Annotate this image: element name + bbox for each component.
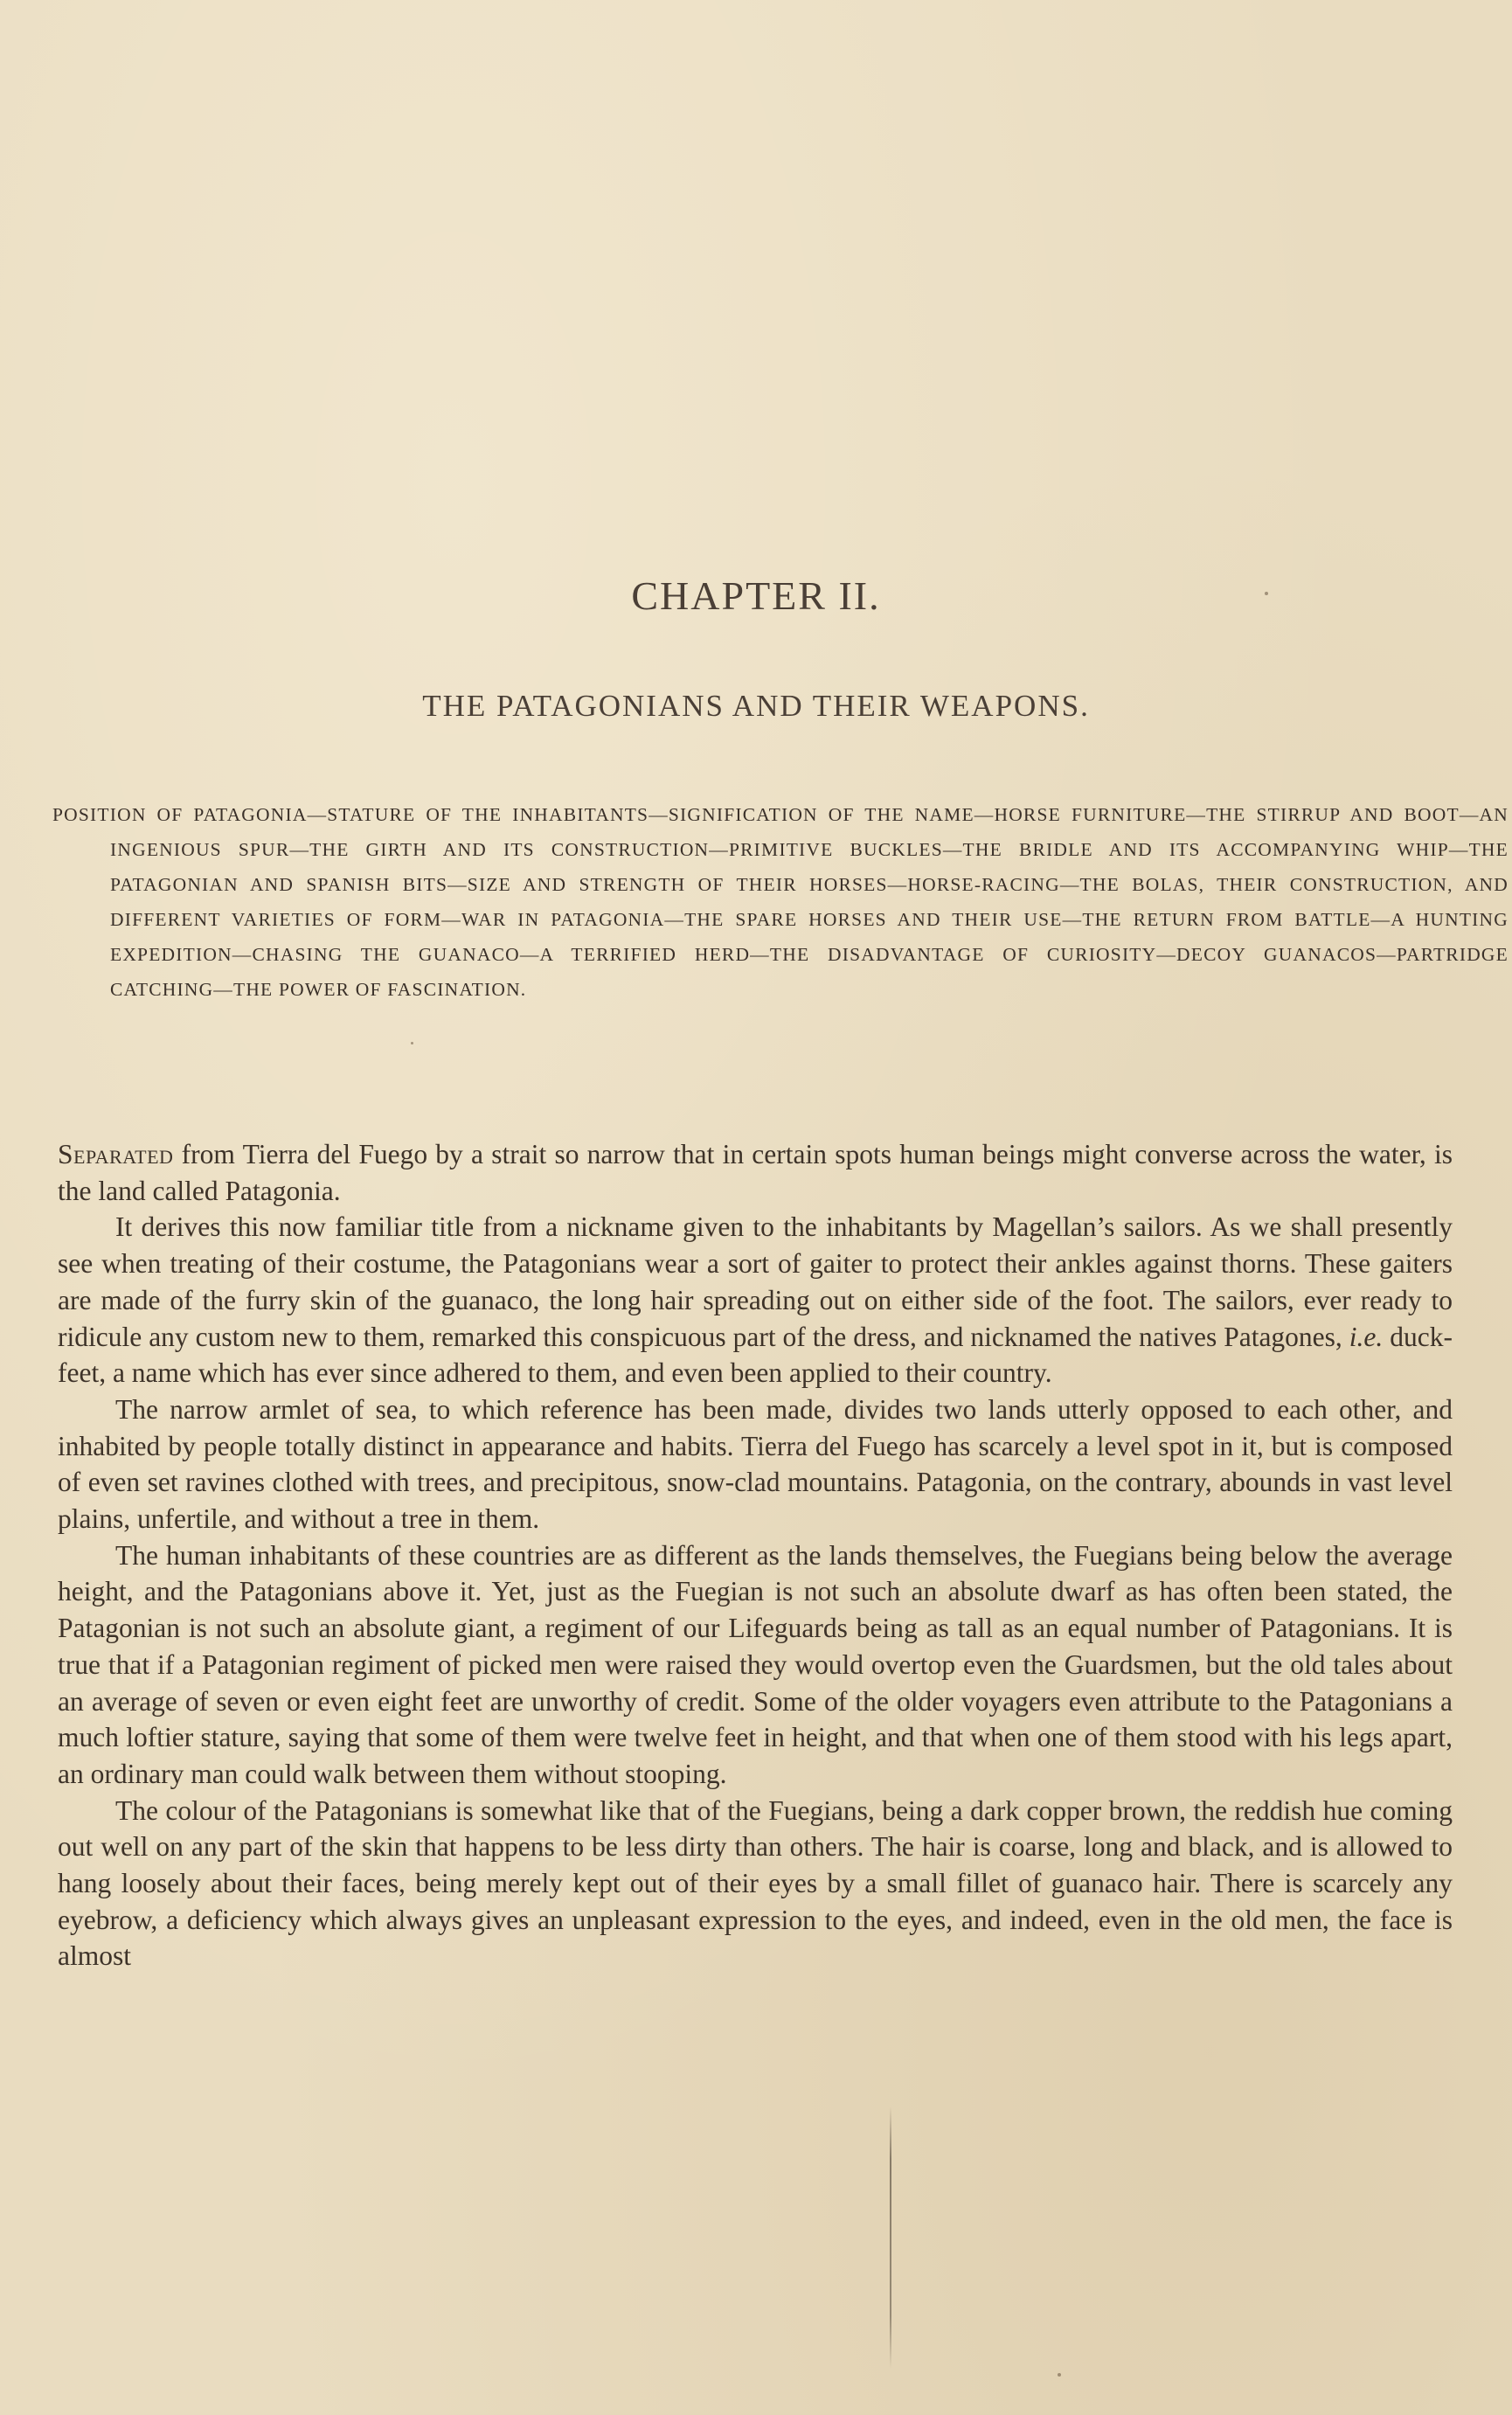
paragraph-2-text-a: It derives this now familiar title from a nickname given to the inhabitants by Magellan’s sailors. As we shall presently see when treating of their costume, the Patagonians wear a sort of gaiter to protect their ankles against thorns. These gaiters are made of the furry skin of the guanaco, the long hair spreading out on either side of the foot. The sailors, ever ready to ridicule any custom new to them, remarked this conspicuous part of the dress, and nicknamed the natives Patagones,: [58, 1211, 1453, 1352]
chapter-title: CHAPTER II.: [631, 573, 881, 618]
body-text: [58, 1136, 1453, 1974]
page-crease: [890, 2106, 891, 2369]
paragraph-2-text-b: duck-feet, a name which has ever since adhered to them, and even been applied to their country.: [58, 1321, 1453, 1389]
paragraph-lead: Separated: [58, 1139, 174, 1169]
paragraph-3: The narrow armlet of sea, to which reference has been made, divides two lands utterly opposed to each other, and inhabited by people totally distinct in appearance and habits. Tierra del Fuego has scarcely a level spot in it, but is composed of even set ravines clothed with trees, and precipitous, snow-clad mountains. Patagonia, on the contrary, abounds in vast level plains, unfertile, and without a tree in them.: [58, 1393, 1453, 1535]
paragraph-1: [58, 1136, 1453, 1209]
chapter-subtitle: THE PATAGONIANS AND THEIR WEAPONS.: [422, 689, 1090, 723]
paper-speck: [1265, 592, 1268, 595]
paper-speck: [411, 1042, 413, 1044]
paper-speck: [1058, 2373, 1061, 2377]
chapter-summary: POSITION OF PATAGONIA—STATURE OF THE INHABITANTS—SIGNIFICATION OF THE NAME—HORSE FURNITURE—THE STIRRUP AND BOOT—AN INGENIOUS SPUR—THE GIRTH AND ITS CONSTRUCTION—PRIMITIVE BUCKLES—THE BRIDLE AND ITS ACCOMPANYING WHIP—THE PATAGONIAN AND SPANISH BITS—SIZE AND STRENGTH OF THEIR HORSES—HORSE-RACING—THE BOLAS, THEIR CONSTRUCTION, AND DIFFERENT VARIETIES OF FORM—WAR IN PATAGONIA—THE SPARE HORSES AND THEIR USE—THE RETURN FROM BATTLE—A HUNTING EXPEDITION—CHASING THE GUANACO—A TERRIFIED HERD—THE DISADVANTAGE OF CURIOSITY—DECOY GUANACOS—PARTRIDGE CATCHING—THE POWER OF FASCINATION.: [52, 804, 1509, 1000]
paragraph-4: The human inhabitants of these countries are as different as the lands themselves, the Fuegians being below the average height, and the Patagonians above it. Yet, just as the Fuegian is not such an absolute dwarf as has often been stated, the Patagonian is not such an absolute giant, a regiment of our Lifeguards being as tall as an equal number of Patagonians. It is true that if a Patagonian regiment of picked men were raised they would overtop even the Guardsmen, but the old tales about an average of seven or even eight feet are unworthy of credit. Some of the older voyagers even attribute to the Patagonians a much loftier stature, saying that some of them were twelve feet in height, and that when one of them stood with his legs apart, an ordinary man could walk between them without stooping.: [58, 1539, 1453, 1789]
paragraph-5: The colour of the Patagonians is somewhat like that of the Fuegians, being a dark copper brown, the reddish hue coming out well on any part of the skin that happens to be less dirty than others. The hair is coarse, long and black, and is allowed to hang loosely about their faces, being merely kept out of their eyes by a small fillet of guanaco hair. There is scarcely any eyebrow, a deficiency which always gives an unpleasant expression to the eyes, and indeed, even in the old men, the face is almost: [58, 1794, 1453, 1972]
paragraph-1-text: from Tierra del Fuego by a strait so narrow that in certain spots human beings might converse across the water, is the land called Patagonia.: [58, 1139, 1453, 1206]
paragraph-2: [58, 1209, 1453, 1391]
paragraph-2-italic: i.e.: [1349, 1321, 1384, 1352]
